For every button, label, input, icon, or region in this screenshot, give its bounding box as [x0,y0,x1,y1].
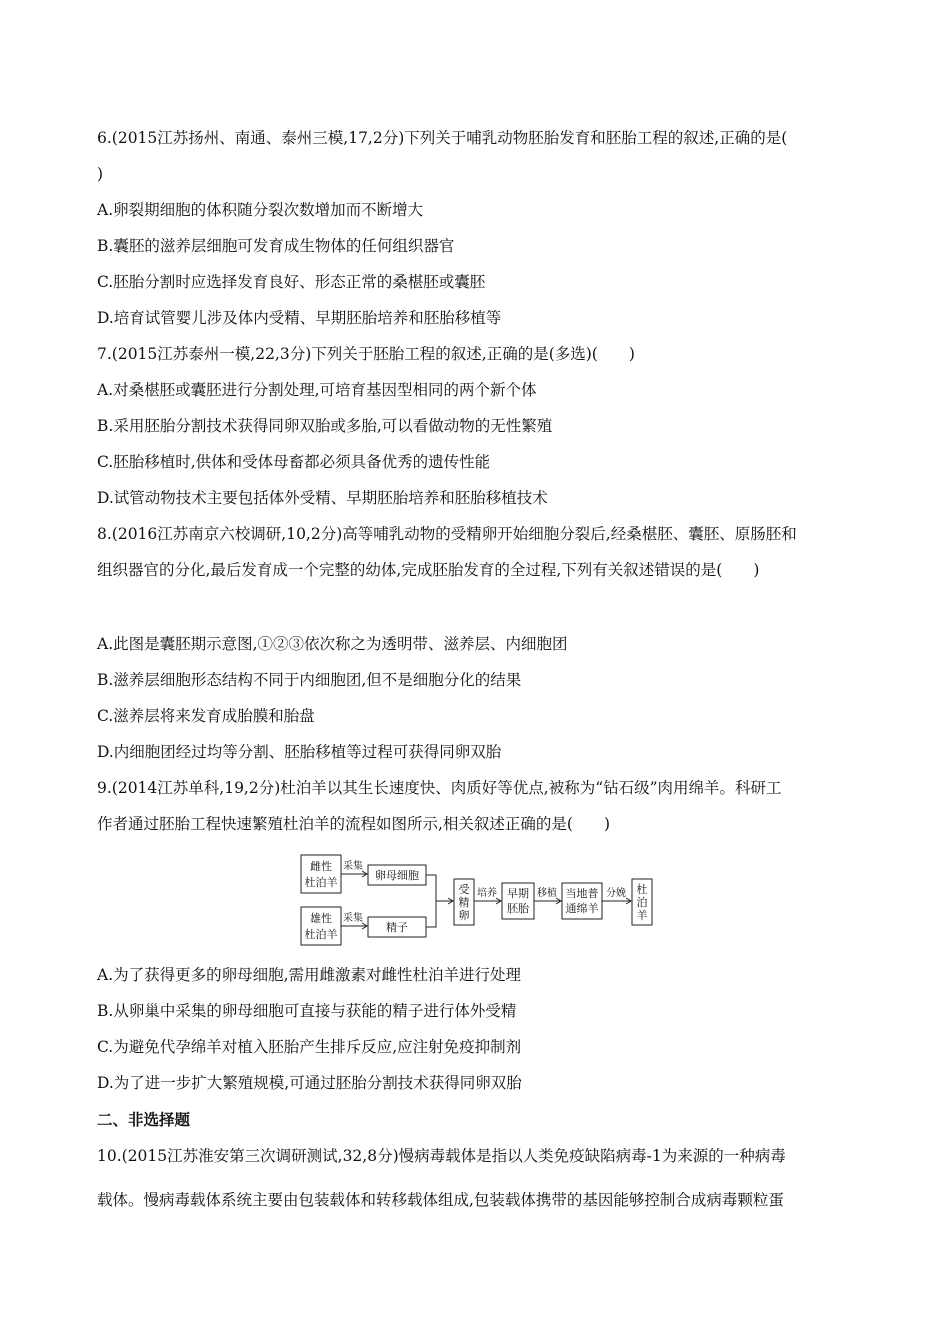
zygote-label-1: 受 [458,883,470,896]
question-7-stem: 7.(2015江苏泰州一模,22,3分)下列关于胚胎工程的叙述,正确的是(多选)( ) [97,345,635,363]
delivery-label: 分娩 [606,888,626,899]
question-7-option-a: A.对桑椹胚或囊胚进行分割处理,可培育基因型相同的两个新个体 [97,381,537,399]
question-9-option-c: C.为避免代孕绵羊对植入胚胎产生排斥反应,应注射免疫抑制剂 [97,1038,522,1056]
question-6-stem-cont: ) [97,165,104,183]
question-8-stem-cont: 组织器官的分化,最后发育成一个完整的幼体,完成胚胎发育的全过程,下列有关叙述错误的是( ) [97,561,760,579]
offspring-label-2: 泊 [636,896,648,909]
question-10-stem-cont: 载体。慢病毒载体系统主要由包装载体和转移载体组成,包装载体携带的基因能够控制合成病毒颗粒蛋 [97,1191,784,1209]
collect-label-1: 采集 [343,861,363,872]
question-8-option-b: B.滋养层细胞形态结构不同于内细胞团,但不是细胞分化的结果 [97,671,522,689]
local-sheep-label-1: 当地普 [565,887,599,900]
collect-label-2: 采集 [343,913,363,924]
offspring-label-3: 羊 [636,909,648,922]
question-6-option-a: A.卵裂期细胞的体积随分裂次数增加而不断增大 [97,201,424,219]
question-6-stem: 6.(2015江苏扬州、南通、泰州三模,17,2分)下列关于哺乳动物胚胎发育和胚胎工程的叙述,正确的是( [97,129,788,147]
question-7-option-b: B.采用胚胎分割技术获得同卵双胎或多胎,可以看做动物的无性繁殖 [97,417,553,435]
male-sheep-label-1: 雄性 [310,912,332,925]
question-6-option-d: D.培育试管婴儿涉及体内受精、早期胚胎培养和胚胎移植等 [97,309,502,327]
question-10-stem: 10.(2015江苏淮安第三次调研测试,32,8分)慢病毒载体是指以人类免疫缺陷病毒-1为来源的一种病毒 [97,1147,786,1165]
question-9-option-d: D.为了进一步扩大繁殖规模,可通过胚胎分割技术获得同卵双胎 [97,1074,522,1092]
question-8-option-d: D.内细胞团经过均等分割、胚胎移植等过程可获得同卵双胎 [97,743,502,761]
offspring-label-1: 杜 [636,883,648,896]
question-6-option-c: C.胚胎分割时应选择发育良好、形态正常的桑椹胚或囊胚 [97,273,486,291]
zygote-label-2: 精 [458,896,470,909]
oocyte-label: 卵母细胞 [375,869,419,882]
female-sheep-label-1: 雌性 [310,860,332,873]
question-7-option-c: C.胚胎移植时,供体和受体母畜都必须具备优秀的遗传性能 [97,453,491,471]
early-embryo-label-1: 早期 [507,887,529,900]
zygote-label-3: 卵 [458,909,470,922]
question-9-stem-cont: 作者通过胚胎工程快速繁殖杜泊羊的流程如图所示,相关叙述正确的是( ) [97,815,611,833]
female-sheep-label-2: 杜泊羊 [304,876,338,889]
dorper-breeding-flowchart [300,853,660,949]
male-sheep-label-2: 杜泊羊 [304,928,338,941]
question-8-stem: 8.(2016江苏南京六校调研,10,2分)高等哺乳动物的受精卵开始细胞分裂后,经桑椹胚、囊胚、原肠胚和 [97,525,797,543]
question-6-option-b: B.囊胚的滋养层细胞可发育成生物体的任何组织器官 [97,237,455,255]
local-sheep-label-2: 通绵羊 [565,902,599,915]
question-8-option-a: A.此图是囊胚期示意图,①②③依次称之为透明带、滋养层、内细胞团 [97,635,568,653]
sperm-label: 精子 [386,921,408,934]
culture-label: 培养 [477,888,497,899]
section-heading-nonchoice: 二、非选择题 [97,1111,191,1129]
question-8-option-c: C.滋养层将来发育成胎膜和胎盘 [97,707,315,725]
transplant-label: 移植 [537,888,557,899]
question-9-stem: 9.(2014江苏单科,19,2分)杜泊羊以其生长速度快、肉质好等优点,被称为“钻石级”肉用绵羊。科研工 [97,779,782,797]
question-9-option-b: B.从卵巢中采集的卵母细胞可直接与获能的精子进行体外受精 [97,1002,517,1020]
merge-bracket [426,875,436,927]
question-7-option-d: D.试管动物技术主要包括体外受精、早期胚胎培养和胚胎移植技术 [97,489,548,507]
question-9-option-a: A.为了获得更多的卵母细胞,需用雌激素对雌性杜泊羊进行处理 [97,966,522,984]
early-embryo-label-2: 胚胎 [507,902,529,915]
